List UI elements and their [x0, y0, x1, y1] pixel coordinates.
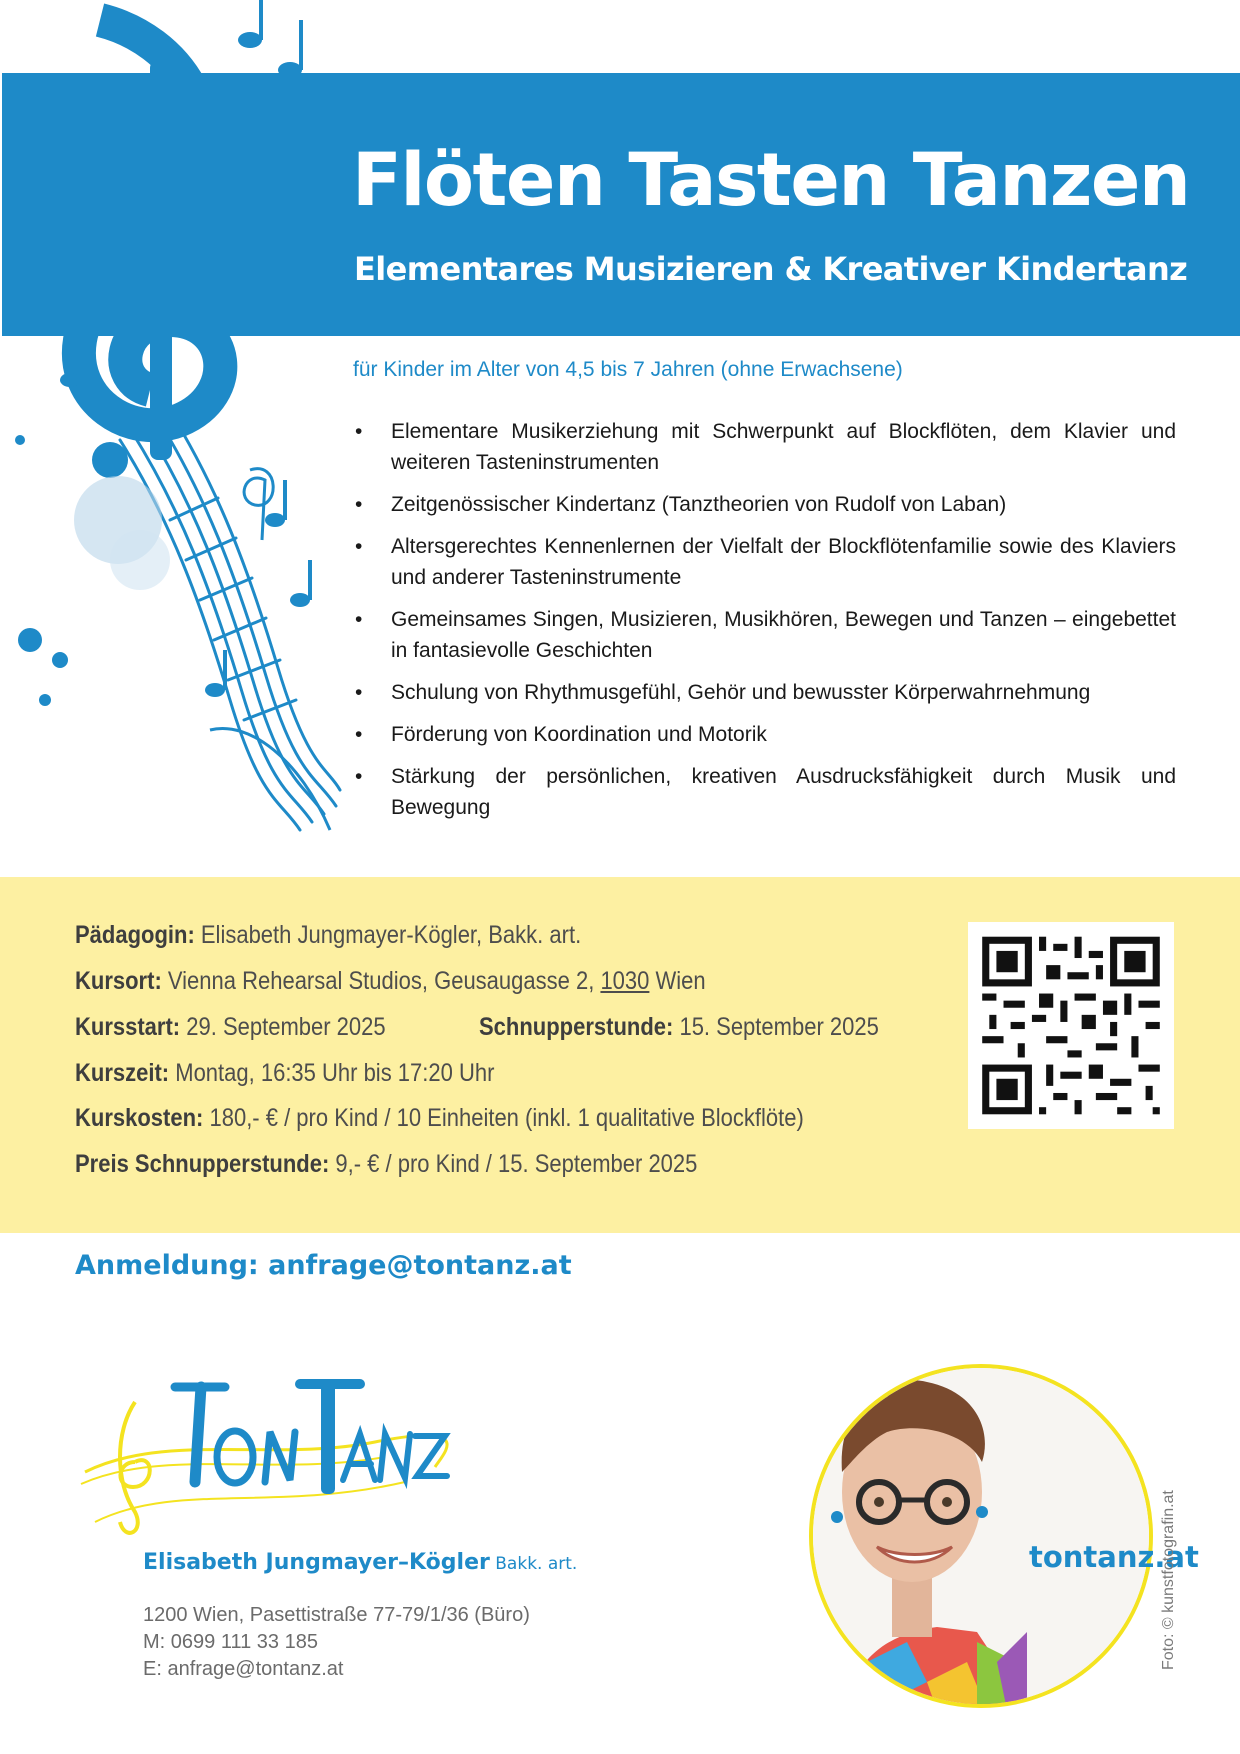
contact-email[interactable]: E: anfrage@tontanz.at: [143, 1658, 344, 1680]
feature-list: [353, 416, 1176, 834]
age-line: für Kinder im Alter von 4,5 bis 7 Jahren (ohne Erwachsene): [353, 358, 903, 381]
trial-price-label: Preis Schnupperstunde:: [75, 1150, 330, 1178]
list-item-text: Förderung von Koordination und Motorik: [391, 723, 767, 746]
website-label[interactable]: tontanz.at: [1029, 1540, 1199, 1574]
start-row: [75, 1013, 386, 1042]
list-item: [353, 531, 1176, 593]
contact-address: 1200 Wien, Pasettistraße 77-79/1/36 (Büro): [143, 1604, 530, 1626]
list-item: [353, 761, 1176, 823]
contact-phone: M: 0699 111 33 185: [143, 1631, 318, 1653]
list-item-text: Schulung von Rhythmusgefühl, Gehör und bewusster Körperwahrnehmung: [391, 681, 1091, 704]
qr-code[interactable]: [968, 922, 1174, 1129]
time-value: Montag, 16:35 Uhr bis 17:20 Uhr: [169, 1059, 495, 1087]
bullet-icon: •: [355, 420, 363, 443]
time-row: [75, 1059, 494, 1088]
trial-row: [479, 1013, 879, 1042]
list-item: [353, 604, 1176, 666]
list-item: [353, 719, 1176, 750]
contact-name: [143, 1550, 577, 1575]
bullet-icon: •: [355, 608, 363, 631]
location-postcode: 1030: [600, 967, 650, 995]
cost-value: 180,- € / pro Kind / 10 Einheiten (inkl. 1 qualitative Blockflöte): [203, 1104, 804, 1132]
location-value: Vienna Rehearsal Studios, Geusaugasse 2,: [161, 967, 601, 995]
cost-label: Kurskosten:: [75, 1104, 204, 1132]
list-item-text: Gemeinsames Singen, Musizieren, Musikhören, Bewegen und Tanzen – eingebettet in fantasievolle Geschichten: [391, 608, 1176, 662]
photo-credit: Foto: © kunstfotografin.at: [1160, 1490, 1177, 1670]
contact-name-suffix: Bakk. art.: [489, 1554, 578, 1574]
time-label: Kurszeit:: [75, 1059, 170, 1087]
bullet-icon: •: [355, 681, 363, 704]
tontanz-logo: [75, 1372, 455, 1552]
list-item-text: Zeitgenössischer Kindertanz (Tanztheorien von Rudolf von Laban): [391, 493, 1007, 516]
trial-label: Schnupperstunde:: [479, 1013, 674, 1041]
trial-price-value: 9,- € / pro Kind / 15. September 2025: [329, 1150, 698, 1178]
bullet-icon: •: [355, 765, 363, 788]
bullet-icon: •: [355, 535, 363, 558]
list-item: [353, 416, 1176, 478]
location-label: Kursort:: [75, 967, 162, 995]
bullet-icon: •: [355, 493, 363, 516]
trial-value: 15. September 2025: [673, 1013, 879, 1041]
list-item-text: Elementare Musikerziehung mit Schwerpunkt auf Blockflöten, dem Klavier und weiteren Tasteninstrumenten: [391, 420, 1176, 474]
list-item: [353, 677, 1176, 708]
teacher-row: [75, 921, 581, 950]
contact-name-text: Elisabeth Jungmayer–Kögler: [143, 1550, 490, 1575]
list-item-text: Stärkung der persönlichen, kreativen Ausdrucksfähigkeit durch Musik und Bewegung: [391, 765, 1176, 819]
list-item-text: Altersgerechtes Kennenlernen der Vielfalt der Blockflötenfamilie sowie des Klaviers und anderer Tasteninstrumente: [391, 535, 1176, 589]
teacher-label: Pädagogin:: [75, 921, 195, 949]
start-label: Kursstart:: [75, 1013, 181, 1041]
registration-line[interactable]: Anmeldung: anfrage@tontanz.at: [75, 1250, 572, 1281]
qr-code-icon: [968, 922, 1174, 1129]
bullet-icon: •: [355, 723, 363, 746]
list-item: [353, 489, 1176, 520]
trial-price-row: [75, 1150, 697, 1179]
start-value: 29. September 2025: [180, 1013, 386, 1041]
page-subtitle: Elementares Musizieren & Kreativer Kindertanz: [354, 250, 1188, 288]
page-title: Flöten Tasten Tanzen: [352, 138, 1190, 223]
cost-row: [75, 1104, 804, 1133]
location-city: Wien: [649, 967, 706, 995]
location-row: [75, 967, 706, 996]
teacher-value: Elisabeth Jungmayer-Kögler, Bakk. art.: [194, 921, 582, 949]
